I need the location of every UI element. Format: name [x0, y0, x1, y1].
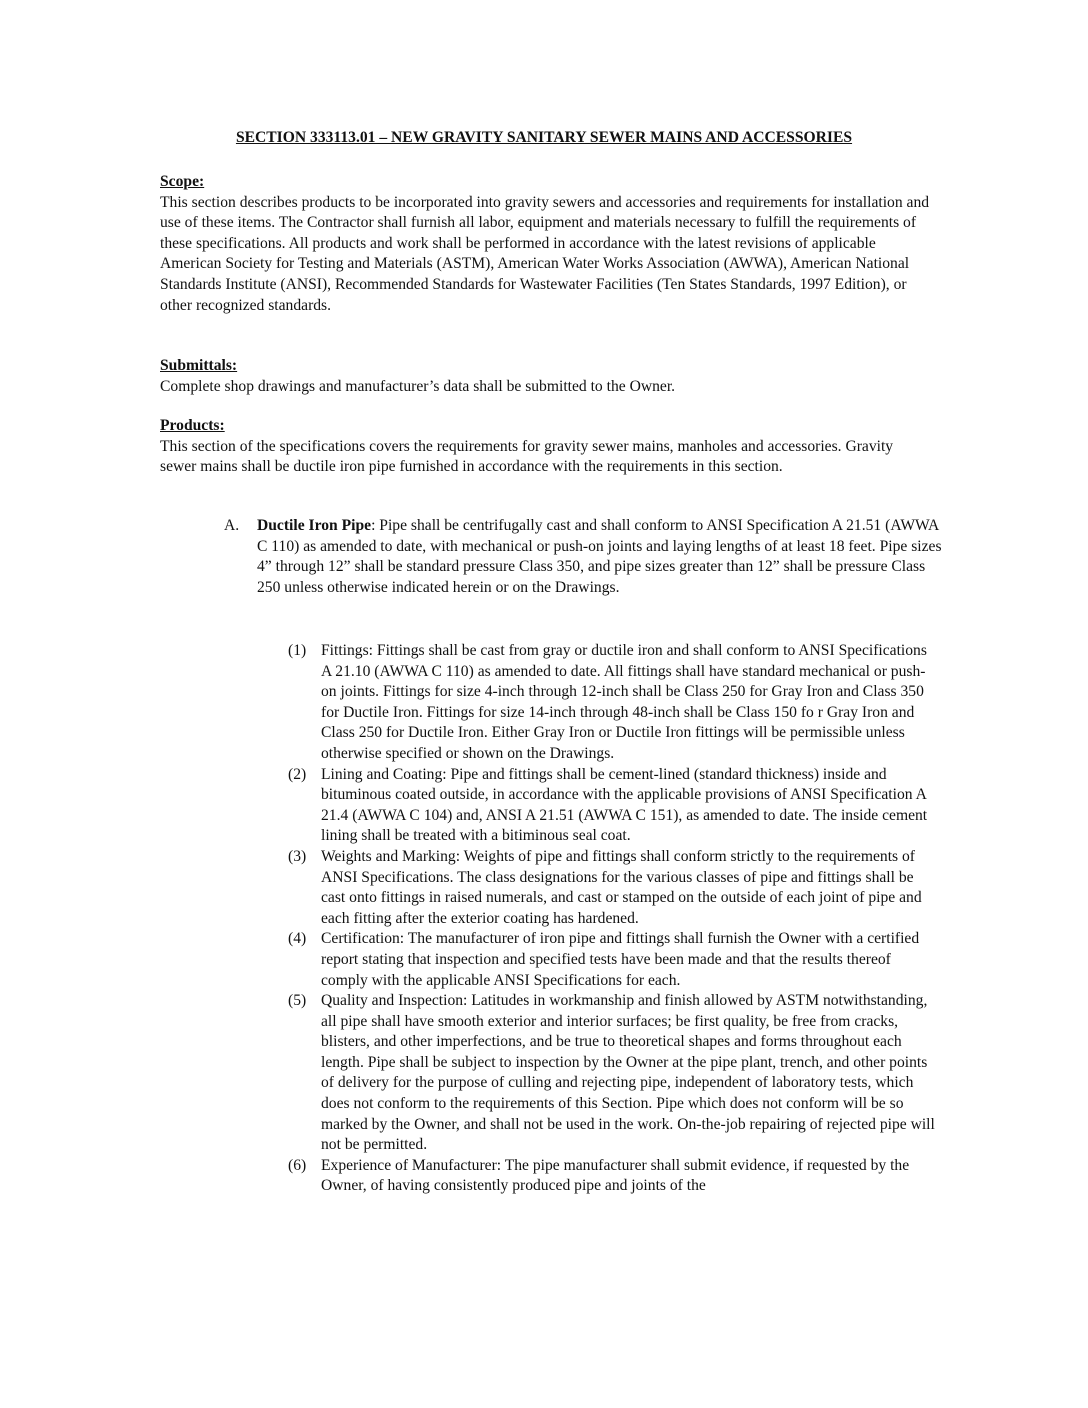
section-title: SECTION 333113.01 – NEW GRAVITY SANITARY SEWER MAINS AND ACCESSORIES — [235, 129, 853, 146]
subitem-quality-and-inspection — [288, 991, 938, 1156]
products-text: This section of the specifications covers the requirements for gravity sewer mains, manholes and accessories. Gravity sewer mains shall be ductile iron pipe furnished in accordance with the requirements in this section. — [160, 437, 894, 476]
subitem-certification — [288, 929, 938, 991]
subitem-text: Weights and Marking: Weights of pipe and fittings shall conform strictly to the requirements of ANSI Specifications. The class designations for the various classes of pipe and fittings shall be cast onto fittings in raised numerals, and cast or stamped on the outside of each joint of pipe and each fitting after the exterior coating has hardened. — [321, 847, 922, 927]
item-a-text: : Pipe shall be centrifugally cast and shall conform to ANSI Specification A 21.51 (AWWA C 110) as amended to date, with mechanical or push-on joints and laying lengths of at least 18 feet. Pipe sizes 4” through 12” shall be standard pressure Class 350, and pipe sizes greater than 12” shall be pressure Class 250 unless otherwise indicated herein or on the Drawings. — [257, 517, 942, 596]
subitem-fittings — [288, 641, 938, 765]
subitem-number: (1) — [288, 642, 307, 659]
submittals-heading: Submittals: — [160, 357, 238, 374]
subitem-number: (4) — [288, 930, 307, 948]
products-heading: Products: — [160, 417, 225, 434]
subitem-text: Quality and Inspection: Latitudes in workmanship and finish allowed by ASTM notwithstanding, all pipe shall have smooth exterior and interior surfaces; be first quality, be free from cracks, blisters, and other imperfections, and be true to theoretical shapes and forms throughout each length. Pipe shall be subject to inspection by the Owner at the pipe plant, trench, and other points of delivery for the purpose of culling and rejecting pipe, independent of laboratory tests, which does not conform to the requirements of this Section. Pipe which does not conform will be so marked by the Owner, and shall not be used in the work. On-the-job repairing of rejected pipe will not be permitted. — [321, 992, 935, 1154]
subitem-text: Lining and Coating: Pipe and fittings shall be cement-lined (standard thickness) inside and bituminous coated outside, in accordance with the applicable provisions of ANSI Specification A 21.4 (AWWA C 104) and, ANSI A 21.51 (AWWA C 151), as amended to date. The inside cement lining shall be treated with a bitiminous seal coat. — [321, 765, 928, 845]
subitem-experience-of-manufacturer — [288, 1156, 938, 1197]
item-a-ductile-iron-pipe — [224, 516, 944, 598]
subitem-number: (2) — [288, 765, 307, 783]
subitem-number: (3) — [288, 847, 307, 865]
scope-section — [160, 172, 932, 316]
products-section — [160, 416, 932, 478]
item-a-lead: Ductile Iron Pipe — [257, 517, 372, 534]
subitem-weights-and-marking — [288, 847, 938, 929]
submittals-section — [160, 356, 932, 397]
scope-text: This section describes products to be incorporated into gravity sewers and accessories and requirements for installation and use of these items. The Contractor shall furnish all labor, equipment and materials necessary to fulfill the requirements of these specifications. All products and work shall be performed in accordance with the latest revisions of applicable American Society for Testing and Materials (ASTM), American Water Works Association (AWWA), American National Standards Institute (ANSI), Recommended Standards for Wastewater Facilities (Ten States Standards, 1997 Edition), or other recognized standards. — [160, 193, 930, 314]
subitem-number: (6) — [288, 1156, 307, 1174]
item-a-label: A. — [224, 517, 240, 534]
subitem-lining-and-coating — [288, 765, 938, 847]
scope-heading: Scope: — [160, 173, 205, 190]
subitem-number: (5) — [288, 992, 307, 1010]
subitem-text: Experience of Manufacturer: The pipe manufacturer shall submit evidence, if requested by the Owner, of having consistently produced pipe and joints of the — [321, 1156, 910, 1195]
submittals-text: Complete shop drawings and manufacturer’s data shall be submitted to the Owner. — [160, 377, 676, 395]
item-a-subitems — [288, 641, 938, 1197]
subitem-text: Certification: The manufacturer of iron pipe and fittings shall furnish the Owner with a certified report stating that inspection and specified tests have been made and that the results thereof comply with the applicable ANSI Specifications for each. — [321, 930, 920, 989]
item-a-body — [257, 516, 944, 598]
subitem-text: Fittings: Fittings shall be cast from gray or ductile iron and shall conform to ANSI Specifications A 21.10 (AWWA C 110) as amended to date. All fittings shall have standard mechanical or push-on joints. Fittings for size 4-inch through 12-inch shall be Class 250 for Gray Iron and Class 350 for Ductile Iron. Fittings for size 14-inch through 48-inch shall be Class 150 fo r Gray Iron and Class 250 for Ductile Iron. Either Gray Iron or Ductile Iron fittings will be permissible unless otherwise specified or shown on the Drawings. — [321, 642, 927, 762]
